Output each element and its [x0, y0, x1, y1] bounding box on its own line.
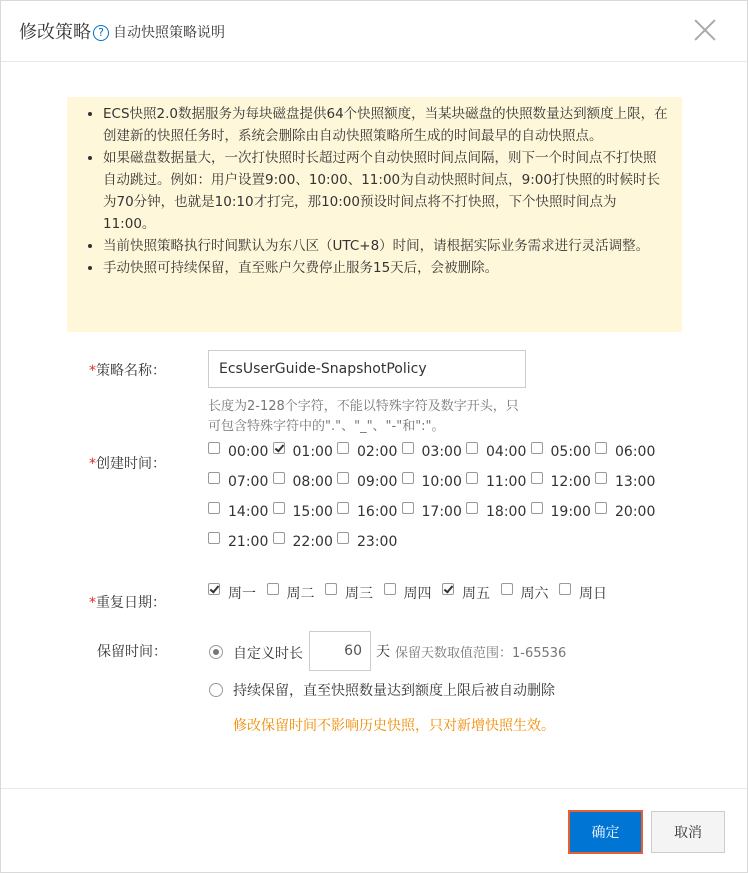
checkbox-label: 04:00 — [486, 444, 527, 460]
checkbox-label: 11:00 — [486, 474, 527, 490]
checkbox[interactable] — [337, 472, 349, 484]
required-mark: * — [89, 363, 96, 379]
time-checkbox-2100[interactable] — [208, 534, 273, 550]
checkbox[interactable] — [208, 532, 220, 544]
checkbox[interactable] — [337, 442, 349, 454]
checkbox[interactable] — [325, 583, 337, 595]
checkbox-label: 09:00 — [357, 474, 398, 490]
checkbox[interactable] — [337, 532, 349, 544]
checkbox[interactable] — [466, 502, 478, 514]
help-icon[interactable]: ? — [93, 25, 109, 41]
notice-item: • 如果磁盘数据量大，一次打快照时长超过两个自动快照时间点间隔，则下一个时间点不打快照自动跳过。例如：用户设置9:00、10:00、11:00为自动快照时间点，9:00打快照的时候时长为70分钟，也就是10:10才打完，那10:00预设时间点将不打快照，下个快照时间点为11:00。 — [103, 147, 668, 235]
time-checkbox-2200[interactable] — [273, 534, 338, 550]
checkbox-label: 17:00 — [421, 504, 462, 520]
close-icon[interactable] — [693, 18, 717, 42]
custom-retention-radio[interactable] — [209, 645, 223, 659]
time-checkbox-0900[interactable] — [337, 474, 402, 490]
checkbox-label: 周日 — [579, 586, 607, 602]
checkbox[interactable] — [208, 442, 220, 454]
checkbox[interactable] — [531, 502, 543, 514]
time-checkbox-1800[interactable] — [466, 504, 531, 520]
retention-days-input[interactable]: 60 — [309, 631, 371, 671]
notice-box — [67, 97, 682, 332]
day-checkbox-7[interactable] — [559, 583, 618, 603]
checkbox[interactable] — [273, 532, 285, 544]
confirm-button[interactable]: 确定 — [568, 810, 643, 854]
time-row — [208, 534, 402, 550]
dialog-footer — [1, 788, 747, 789]
checkbox[interactable] — [466, 472, 478, 484]
notice-item: • ECS快照2.0数据服务为每块磁盘提供64个快照额度，当某块磁盘的快照数量达到额度上限，在创建新的快照任务时，系统会删除由自动快照策略所生成的时间最早的自动快照点。 — [103, 103, 668, 147]
policy-name-hint: 长度为2-128个字符，不能以特殊字符及数字开头，只可包含特殊字符中的"."、"_"、"-"和":"。 — [208, 399, 519, 434]
dialog-title: 修改策略 — [19, 22, 91, 43]
checkbox-label: 12:00 — [550, 474, 591, 490]
checkbox-label: 22:00 — [292, 534, 333, 550]
checkbox[interactable] — [531, 442, 543, 454]
time-row — [208, 474, 660, 490]
required-mark: * — [89, 595, 96, 611]
keep-forever-radio[interactable] — [209, 683, 223, 697]
checkbox[interactable] — [466, 442, 478, 454]
day-checkbox-3[interactable] — [325, 583, 384, 603]
time-checkbox-1200[interactable] — [531, 474, 596, 490]
checkbox-label: 周四 — [403, 586, 432, 602]
checkbox[interactable] — [531, 472, 543, 484]
retention-range-hint: 保留天数取值范围：1-65536 — [395, 646, 567, 661]
checkbox-label: 02:00 — [357, 444, 398, 460]
checkbox[interactable] — [402, 442, 414, 454]
retention-unit: 天 — [376, 644, 390, 660]
time-checkbox-1100[interactable] — [466, 474, 531, 490]
checkbox-label: 周二 — [286, 586, 315, 602]
checkbox-label: 23:00 — [357, 534, 398, 550]
checkbox-label: 08:00 — [292, 474, 333, 490]
time-row — [208, 504, 660, 520]
time-checkbox-2000[interactable] — [595, 504, 660, 520]
keep-forever-label: 持续保留，直至快照数量达到额度上限后被自动删除 — [233, 683, 555, 699]
checkbox[interactable] — [442, 583, 454, 595]
time-checkbox-2300[interactable] — [337, 534, 402, 550]
checkbox-label: 10:00 — [421, 474, 462, 490]
time-checkbox-0700[interactable] — [208, 474, 273, 490]
checkbox-label: 13:00 — [615, 474, 656, 490]
checkbox[interactable] — [273, 502, 285, 514]
help-link[interactable]: 自动快照策略说明 — [113, 25, 225, 41]
time-checkbox-1400[interactable] — [208, 504, 273, 520]
checkbox-label: 14:00 — [228, 504, 269, 520]
repeat-days-label: *重复日期： — [89, 595, 166, 611]
time-checkbox-0500[interactable] — [531, 444, 596, 460]
checkbox[interactable] — [337, 502, 349, 514]
day-checkbox-2[interactable] — [267, 583, 326, 603]
checkbox-label: 21:00 — [228, 534, 269, 550]
time-checkbox-1600[interactable] — [337, 504, 402, 520]
checkbox-label: 07:00 — [228, 474, 269, 490]
day-checkbox-6[interactable] — [501, 583, 560, 603]
time-checkbox-0400[interactable] — [466, 444, 531, 460]
cancel-button[interactable]: 取消 — [651, 811, 725, 853]
time-checkbox-1700[interactable] — [402, 504, 467, 520]
checkbox-label: 03:00 — [421, 444, 462, 460]
checkbox-label: 周六 — [520, 586, 549, 602]
required-mark: * — [89, 456, 96, 472]
time-checkbox-1300[interactable] — [595, 474, 660, 490]
retention-warning: 修改保留时间不影响历史快照，只对新增快照生效。 — [233, 718, 555, 734]
notice-item: • 当前快照策略执行时间默认为东八区（UTC+8）时间，请根据实际业务需求进行灵活调整。 — [103, 235, 668, 257]
checkbox[interactable] — [208, 472, 220, 484]
checkbox-label: 周三 — [345, 586, 373, 602]
checkbox-label: 20:00 — [615, 504, 656, 520]
dialog-header — [1, 1, 747, 62]
time-checkbox-0600[interactable] — [595, 444, 660, 460]
notice-item: • 手动快照可持续保留，直至账户欠费停止服务15天后，会被删除。 — [103, 257, 668, 279]
checkbox[interactable] — [402, 502, 414, 514]
time-checkbox-0300[interactable] — [402, 444, 467, 460]
checkbox-label: 15:00 — [292, 504, 333, 520]
time-checkbox-1900[interactable] — [531, 504, 596, 520]
checkbox-label: 01:00 — [292, 444, 333, 460]
checkbox[interactable] — [208, 502, 220, 514]
time-checkbox-1000[interactable] — [402, 474, 467, 490]
checkbox-label: 00:00 — [228, 444, 269, 460]
checkbox[interactable] — [273, 472, 285, 484]
checkbox-label: 16:00 — [357, 504, 398, 520]
checkbox[interactable] — [595, 442, 607, 454]
day-row — [208, 583, 618, 603]
checkbox-label: 18:00 — [486, 504, 527, 520]
policy-name-label: *策略名称： — [89, 363, 166, 379]
time-row — [208, 444, 660, 460]
checkbox[interactable] — [273, 442, 285, 454]
checkbox[interactable] — [595, 502, 607, 514]
checkbox[interactable] — [208, 583, 220, 595]
retention-label: 保留时间： — [97, 644, 167, 660]
checkbox-label: 05:00 — [550, 444, 591, 460]
time-checkbox-0800[interactable] — [273, 474, 338, 490]
checkbox-label: 周一 — [228, 586, 256, 602]
checkbox[interactable] — [267, 583, 279, 595]
policy-name-input[interactable]: EcsUserGuide-SnapshotPolicy — [208, 350, 526, 388]
checkbox-label: 06:00 — [615, 444, 656, 460]
checkbox[interactable] — [384, 583, 396, 595]
custom-retention-label: 自定义时长 — [233, 646, 303, 662]
day-checkbox-4[interactable] — [384, 583, 443, 603]
checkbox[interactable] — [595, 472, 607, 484]
create-time-label: *创建时间： — [89, 456, 166, 472]
day-checkbox-5[interactable] — [442, 583, 501, 603]
checkbox-label: 19:00 — [550, 504, 591, 520]
time-checkbox-0200[interactable] — [337, 444, 402, 460]
checkbox[interactable] — [559, 583, 571, 595]
time-checkbox-1500[interactable] — [273, 504, 338, 520]
time-checkbox-0100[interactable] — [273, 444, 338, 460]
checkbox[interactable] — [501, 583, 513, 595]
day-checkbox-1[interactable] — [208, 583, 267, 603]
checkbox[interactable] — [402, 472, 414, 484]
checkbox-label: 周五 — [462, 586, 490, 602]
time-checkbox-0000[interactable] — [208, 444, 273, 460]
